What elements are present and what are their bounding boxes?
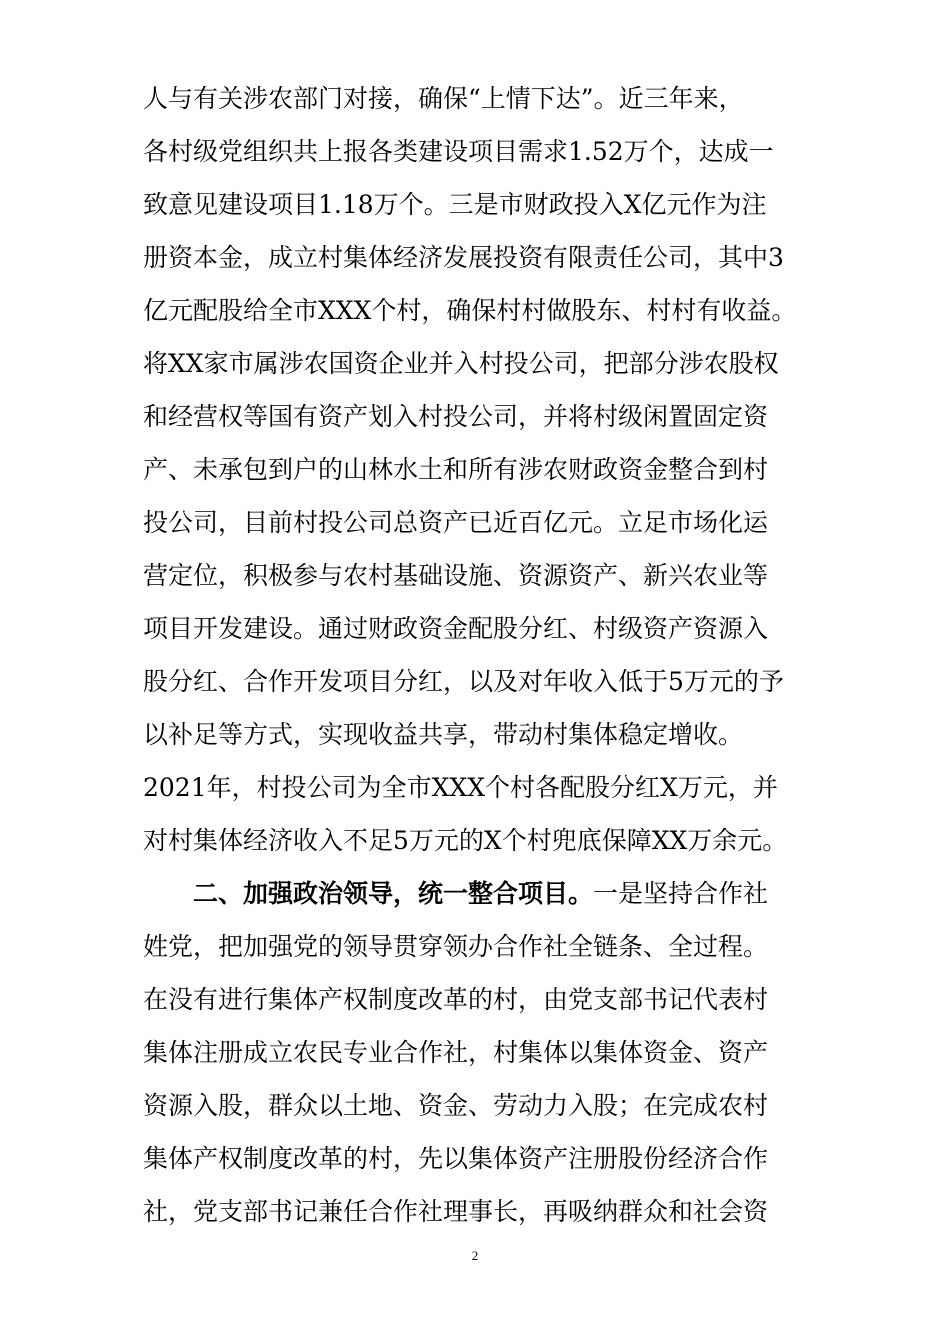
- text-line: 2021年，村投公司为全市XXX个村各配股分红X万元，并: [143, 773, 778, 802]
- body-text: [143, 72, 813, 1238]
- text-line: 集体注册成立农民专业合作社，村集体以集体资金、资产: [143, 1038, 769, 1067]
- page-number: 2: [471, 1248, 479, 1263]
- text-line: 社，党支部书记兼任合作社理事长，再吸纳群众和社会资: [143, 1197, 769, 1226]
- text-line: 资源入股，群众以土地、资金、劳动力入股；在完成农村: [143, 1091, 769, 1120]
- text-line: 对村集体经济收入不足5万元的X个村兜底保障XX万余元。: [143, 826, 788, 855]
- text-line: 产、未承包到户的山林水土和所有涉农财政资金整合到村: [143, 455, 769, 484]
- text-line: 在没有进行集体产权制度改革的村，由党支部书记代表村: [143, 985, 769, 1014]
- text-line: 和经营权等国有资产划入村投公司，并将村级闲置固定资: [143, 402, 769, 431]
- text-line: 项目开发建设。通过财政资金配股分红、村级资产资源入: [143, 614, 769, 643]
- section-heading-line: [143, 867, 813, 920]
- text-line: 册资本金，成立村集体经济发展投资有限责任公司，其中3: [143, 243, 784, 272]
- text-line: 将XX家市属涉农国资企业并入村投公司，把部分涉农股权: [143, 349, 779, 378]
- text-line: 投公司，目前村投公司总资产已近百亿元。立足市场化运: [143, 508, 769, 537]
- section-heading: 二、加强政治领导，统一整合项目。: [193, 879, 594, 908]
- text-line: 致意见建设项目1.18万个。三是市财政投入X亿元作为注: [143, 190, 767, 219]
- section-first-line-text: 一是坚持合作社: [593, 879, 769, 908]
- text-line: 股分红、合作开发项目分红，以及对年收入低于5万元的予: [143, 667, 784, 696]
- text-line: 各村级党组织共上报各类建设项目需求1.52万个，达成一: [143, 137, 774, 166]
- text-line: 集体产权制度改革的村，先以集体资产注册股份经济合作: [143, 1144, 769, 1173]
- text-line: 姓党，把加强党的领导贯穿领办合作社全链条、全过程。: [143, 932, 769, 961]
- text-line: 亿元配股给全市XXX个村，确保村村做股东、村村有收益。: [143, 296, 797, 325]
- text-line: 营定位，积极参与农村基础设施、资源资产、新兴农业等: [143, 561, 769, 590]
- text-line: 以补足等方式，实现收益共享，带动村集体稳定增收。: [143, 720, 744, 749]
- text-line: 人与有关涉农部门对接，确保“上情下达”。近三年来，: [143, 84, 744, 113]
